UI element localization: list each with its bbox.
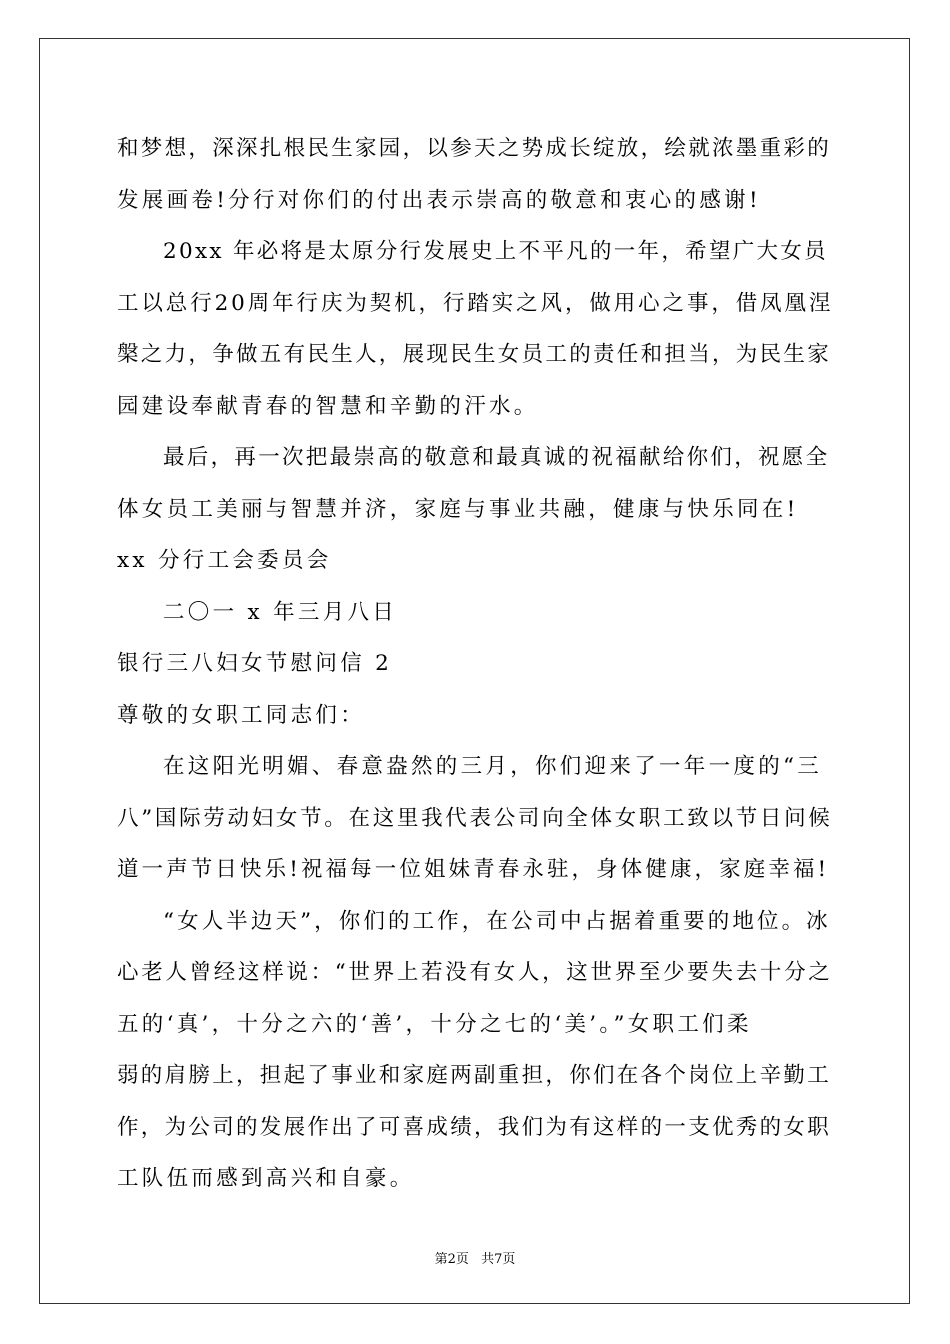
text-line: “女人半边天”，你们的工作，在公司中占据着重要的地位。冰	[163, 908, 831, 934]
text-line: 工以总行20周年行庆为契机，行踏实之风，做用心之事，借凤凰涅	[117, 290, 834, 316]
document-body	[117, 128, 833, 1210]
page-footer	[0, 1248, 950, 1267]
text-line: 体女员工美丽与智慧并济，家庭与事业共融，健康与快乐同在!	[117, 496, 799, 522]
text-line: 尊敬的女职工同志们：	[117, 702, 366, 728]
text-line: 工队伍而感到高兴和自豪。	[117, 1166, 415, 1191]
text-line: 和梦想，深深扎根民生家园，以参天之势成长绽放，绘就浓墨重彩的	[117, 136, 832, 161]
text-line: 园建设奉献青春的智慧和辛勤的汗水。	[117, 393, 539, 419]
page-total: 共7页	[481, 1252, 516, 1267]
text-line: 弱的肩膀上，担起了事业和家庭两副重担，你们在各个岗位上辛勤工	[117, 1063, 832, 1088]
text-line: 银行三八妇女节慰问信 2	[117, 651, 393, 676]
text-line: 二〇一 x 年三月八日	[163, 599, 398, 625]
text-line: 道一声节日快乐!祝福每一位姐妹青春永驻，身体健康，家庭幸福!	[117, 857, 830, 882]
text-line: 八”国际劳动妇女节。在这里我代表公司向全体女职工致以节日问候	[117, 805, 833, 831]
text-line: 20xx 年必将是太原分行发展史上不平凡的一年，希望广大女员	[163, 239, 828, 264]
text-line: 最后，再一次把最崇高的敬意和最真诚的祝福献给你们，祝愿全	[163, 445, 830, 470]
text-line: 作，为公司的发展作出了可喜成绩，我们为有这样的一支优秀的女职	[117, 1114, 832, 1140]
text-line: 心老人曾经这样说：“世界上若没有女人，这世界至少要失去十分之	[117, 960, 833, 985]
text-line: 槃之力，争做五有民生人，展现民生女员工的责任和担当，为民生家	[117, 342, 832, 367]
text-line: 在这阳光明媚、春意盎然的三月，你们迎来了一年一度的“三	[163, 754, 823, 779]
text-line: 五的‘真’，十分之六的‘善’，十分之七的‘美’。”女职工们柔	[117, 1011, 752, 1037]
text-line: 发展画卷!分行对你们的付出表示崇高的敬意和衷心的感谢!	[117, 187, 761, 213]
text-line: xx 分行工会委员会	[117, 548, 332, 573]
page-number: 第2页	[434, 1252, 469, 1267]
